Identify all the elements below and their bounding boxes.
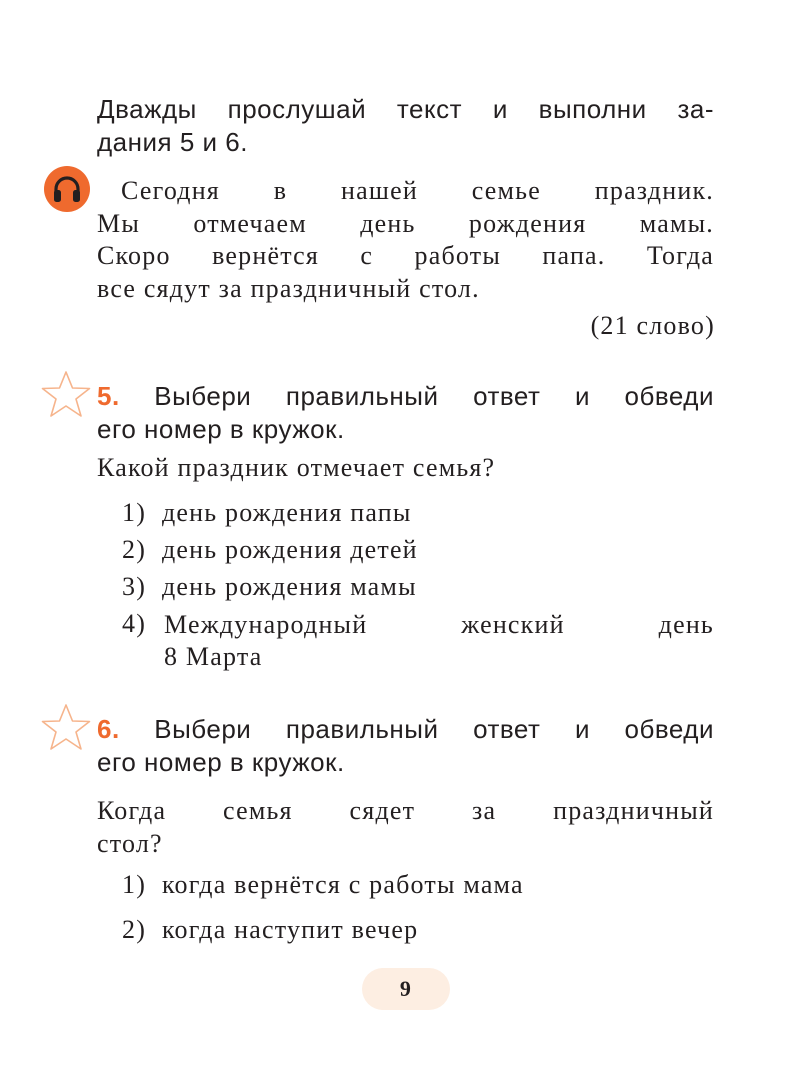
task6-question-line-1: Когда семья сядет за праздничный — [97, 796, 714, 825]
option-number: 2) — [122, 535, 147, 564]
instruction — [97, 93, 714, 158]
task5-option-3[interactable] — [122, 572, 417, 602]
task5-prompt — [97, 380, 714, 445]
task6-question-line-2: стол? — [97, 828, 163, 858]
option-text: когда наступит вечер — [162, 915, 419, 944]
task5-prompt-text: Выбери правильный ответ и обведи — [154, 381, 714, 411]
option-text: когда вернётся с работы мама — [162, 870, 524, 899]
task5-prompt-line-2: его номер в кружок. — [97, 413, 345, 444]
instruction-line-1: Дважды прослушай текст и выполни за- — [97, 94, 714, 124]
option-number: 3) — [122, 572, 147, 601]
task6-question — [97, 795, 714, 860]
task5-question: Какой праздник отмечает семья? — [97, 453, 496, 482]
task6-prompt-line-1 — [97, 713, 714, 746]
option-text: день рождения детей — [162, 535, 418, 564]
listening-text — [97, 175, 714, 305]
option-number: 1) — [122, 870, 147, 899]
option-text: день рождения папы — [162, 498, 412, 527]
word-count: (21 слово) — [590, 311, 715, 340]
option-number: 4) — [122, 609, 147, 638]
task6-prompt-line-2: его номер в кружок. — [97, 746, 345, 777]
option-text: Международный женский день — [164, 610, 714, 639]
option-text: день рождения мамы — [162, 572, 417, 601]
listening-line-4: все сядут за праздничный стол. — [97, 273, 480, 303]
listening-line-1: Сегодня в нашей семье праздник. — [121, 176, 714, 205]
headphones-icon — [44, 166, 90, 212]
page-number: 9 — [362, 968, 450, 1010]
task6-option-1[interactable] — [122, 870, 524, 900]
option-text-continued: 8 Марта — [164, 642, 263, 671]
listening-line-3: Скоро вернётся с работы папа. Тогда — [97, 241, 714, 270]
instruction-line-2: дания 5 и 6. — [97, 126, 248, 157]
task5-option-1[interactable] — [122, 498, 412, 528]
task5-option-4[interactable] — [122, 609, 714, 673]
star-icon — [40, 703, 92, 753]
star-icon — [40, 370, 92, 420]
listening-line-2: Мы отмечаем день рождения мамы. — [97, 208, 714, 238]
task6-option-2[interactable] — [122, 915, 418, 945]
task5-prompt-line-1 — [97, 380, 714, 413]
task6-number: 6. — [97, 714, 120, 744]
task5-option-2[interactable] — [122, 535, 418, 565]
task6-prompt-text: Выбери правильный ответ и обведи — [154, 714, 714, 744]
option-number: 2) — [122, 915, 147, 944]
task5-number: 5. — [97, 381, 120, 411]
task6-prompt — [97, 713, 714, 778]
option-number: 1) — [122, 498, 147, 527]
